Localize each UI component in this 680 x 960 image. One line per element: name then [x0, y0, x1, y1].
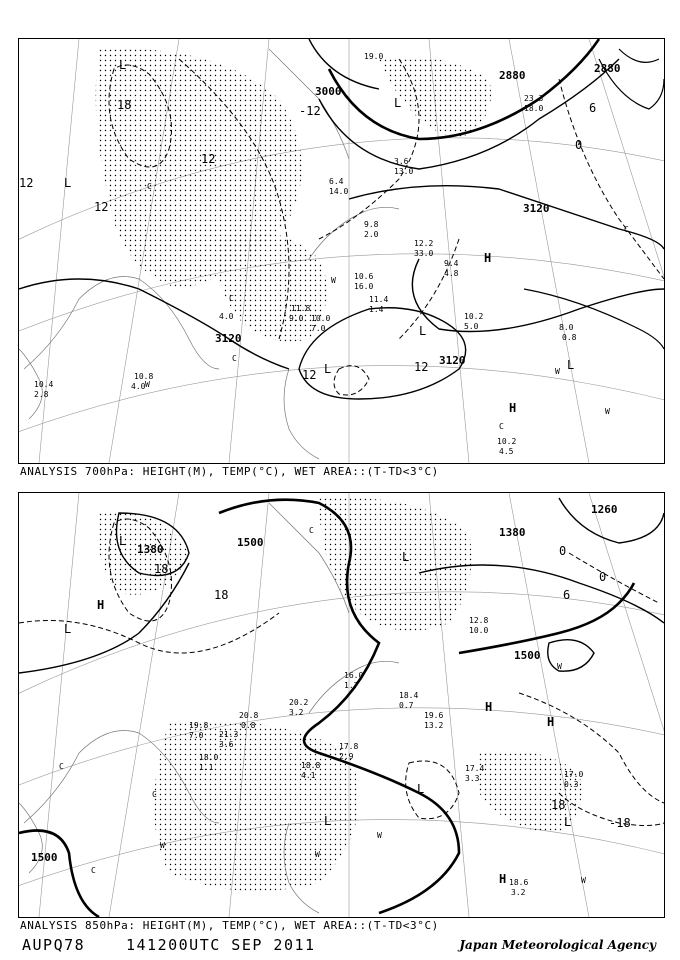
station-value: 17.4 — [465, 764, 485, 773]
station-value: 2.8 — [34, 390, 49, 399]
contour-label: 1260 — [591, 503, 618, 516]
station-value: 13.0 — [394, 167, 414, 176]
station-value: 3.2 — [511, 888, 526, 897]
station-value: 1.1 — [199, 763, 214, 772]
station-value: 8.0 — [559, 323, 574, 332]
warm-marker: W — [581, 876, 586, 885]
station-value: 23.3 — [524, 94, 544, 103]
station-value: 10.2 — [464, 312, 484, 321]
isotherm-label: 12 — [94, 200, 109, 214]
isotherm-label: 12 — [302, 368, 317, 382]
warm-marker: W — [315, 850, 320, 859]
station-value: 21.3 — [219, 730, 239, 739]
cold-marker: C — [624, 225, 629, 234]
station-value: 4.8 — [444, 269, 459, 278]
cold-marker: C — [91, 866, 96, 875]
wet-area — [97, 497, 582, 891]
bulletin-code: AUPQ78 — [22, 936, 86, 954]
cold-marker: C — [499, 422, 504, 431]
station-value: 2.0 — [364, 230, 379, 239]
cold-marker: C — [232, 354, 237, 363]
station-value: 17.8 — [339, 742, 359, 751]
station-value: 6.4 — [329, 177, 344, 186]
low-center: L — [419, 324, 427, 338]
station-value: 9.4 — [444, 259, 459, 268]
station-value: 7.0 — [189, 731, 204, 740]
station-value: 4.1 — [301, 771, 316, 780]
low-center: L — [119, 534, 127, 548]
low-center: L — [324, 814, 332, 828]
station-value: 0.3 — [564, 780, 579, 789]
low-center: L — [567, 358, 575, 372]
station-value: 10.2 — [497, 437, 517, 446]
caption-850hpa: ANALYSIS 850hPa: HEIGHT(M), TEMP(°C), WET AREA::(T-TD<3°C) — [20, 919, 439, 932]
low-center: L — [417, 782, 425, 796]
high-center: H — [97, 598, 105, 612]
station-value: 11.4 — [369, 295, 389, 304]
low-center: L — [64, 622, 72, 636]
station-value: 0.7 — [399, 701, 414, 710]
contour-label: 3120 — [523, 202, 550, 215]
cold-marker: C — [147, 182, 152, 191]
station-value: 33.0 — [414, 249, 434, 258]
isotherm-label: 0 — [575, 138, 583, 152]
station-value: 12.8 — [469, 616, 489, 625]
station-value: 19.8 — [189, 721, 209, 730]
station-value: 20.2 — [289, 698, 309, 707]
high-center: H — [484, 251, 492, 265]
station-value: 3.6 — [394, 157, 409, 166]
station-value: 2.9 — [339, 752, 354, 761]
isotherm-label: 18 — [214, 588, 229, 602]
caption-700hpa: ANALYSIS 700hPa: HEIGHT(M), TEMP(°C), WET AREA::(T-TD<3°C) — [20, 465, 439, 478]
cold-marker: C — [59, 762, 64, 771]
isotherm-label: 6 — [563, 588, 571, 602]
low-center: L — [119, 58, 127, 72]
station-value: 1.7 — [344, 681, 359, 690]
warm-marker: W — [555, 367, 560, 376]
station-value: 20.8 — [239, 711, 259, 720]
station-value: 9.8 — [364, 220, 379, 229]
map-850hpa-canvas — [19, 493, 664, 917]
station-value: 18.6 — [509, 878, 529, 887]
low-center: L — [564, 815, 572, 829]
warm-marker: W — [605, 407, 610, 416]
station-value: 5.0 — [464, 322, 479, 331]
low-center: L — [324, 362, 332, 376]
cold-marker: C — [152, 790, 157, 799]
high-center: H — [547, 715, 555, 729]
station-value: 18.8 — [301, 761, 321, 770]
high-center: H — [509, 401, 517, 415]
contour-label: 3120 — [439, 354, 466, 367]
low-center: L — [402, 550, 410, 564]
contour-label: 1500 — [514, 649, 541, 662]
contour-label: 1380 — [499, 526, 526, 539]
station-value: 10.0 — [311, 314, 331, 323]
station-value: 10.8 — [134, 372, 154, 381]
low-center: L — [394, 96, 402, 110]
station-value: 16.0 — [354, 282, 374, 291]
station-value: 4.0 — [131, 382, 146, 391]
contour-label: 2880 — [594, 62, 621, 75]
station-value: 10.4 — [34, 380, 54, 389]
warm-marker: W — [160, 841, 165, 850]
contour-label: 3000 — [315, 85, 342, 98]
station-value: 12.2 — [414, 239, 434, 248]
low-center: L — [64, 176, 72, 190]
isotherm-label: 18 — [117, 98, 132, 112]
contour-label: 2880 — [499, 69, 526, 82]
isotherm-label: 18 — [551, 798, 566, 812]
map-700hpa-canvas — [19, 39, 664, 463]
warm-marker: W — [557, 662, 562, 671]
high-center: H — [499, 872, 507, 886]
isotherm-label: 12 — [19, 176, 34, 190]
isotherm-label: -18 — [609, 816, 631, 830]
isotherm-label: 12 — [414, 360, 429, 374]
station-value: 19.6 — [424, 711, 444, 720]
contour-label: 1500 — [31, 851, 58, 864]
station-value: 0.8 — [562, 333, 577, 342]
contour-label: 1380 — [137, 543, 164, 556]
station-value: 0.8 — [241, 721, 256, 730]
station-value: 4.0 — [219, 312, 234, 321]
isotherm-label: 18 — [154, 562, 169, 576]
station-value: 11.8 — [291, 304, 311, 313]
analysis-datetime: 141200UTC SEP 2011 — [126, 936, 316, 954]
station-value: 13.2 — [424, 721, 444, 730]
station-value: 3.3 — [465, 774, 480, 783]
isotherm-label: 0 — [559, 544, 567, 558]
high-center: H — [485, 700, 493, 714]
station-value: 9.0 — [289, 314, 304, 323]
contour-label: 3120 — [215, 332, 242, 345]
station-value: 17.0 — [564, 770, 584, 779]
isotherm-label: 12 — [201, 152, 216, 166]
station-value: 10.0 — [469, 626, 489, 635]
station-value: 3.2 — [289, 708, 304, 717]
station-value: 7.0 — [311, 324, 326, 333]
station-value: 10.6 — [354, 272, 374, 281]
station-value: 18.0 — [524, 104, 544, 113]
agency-name: Japan Meteorological Agency — [459, 938, 656, 952]
isotherm-label: 0 — [599, 570, 607, 584]
warm-marker: W — [331, 276, 336, 285]
station-value: 1.4 — [369, 305, 384, 314]
station-value: 18.4 — [399, 691, 419, 700]
map-700hpa — [18, 38, 665, 464]
contour-label: 1500 — [237, 536, 264, 549]
station-value: 4.5 — [499, 447, 514, 456]
station-value: 18.0 — [199, 753, 219, 762]
warm-marker: W — [145, 380, 150, 389]
station-value: 14.0 — [329, 187, 349, 196]
cold-marker: C — [309, 526, 314, 535]
station-value: 3.6 — [219, 740, 234, 749]
station-value: 19.0 — [364, 52, 384, 61]
station-value: 16.0 — [344, 671, 364, 680]
cold-marker: C — [229, 294, 234, 303]
isotherm-label: 6 — [589, 101, 597, 115]
map-850hpa — [18, 492, 665, 918]
isotherm-label: -12 — [299, 104, 321, 118]
warm-marker: W — [377, 831, 382, 840]
